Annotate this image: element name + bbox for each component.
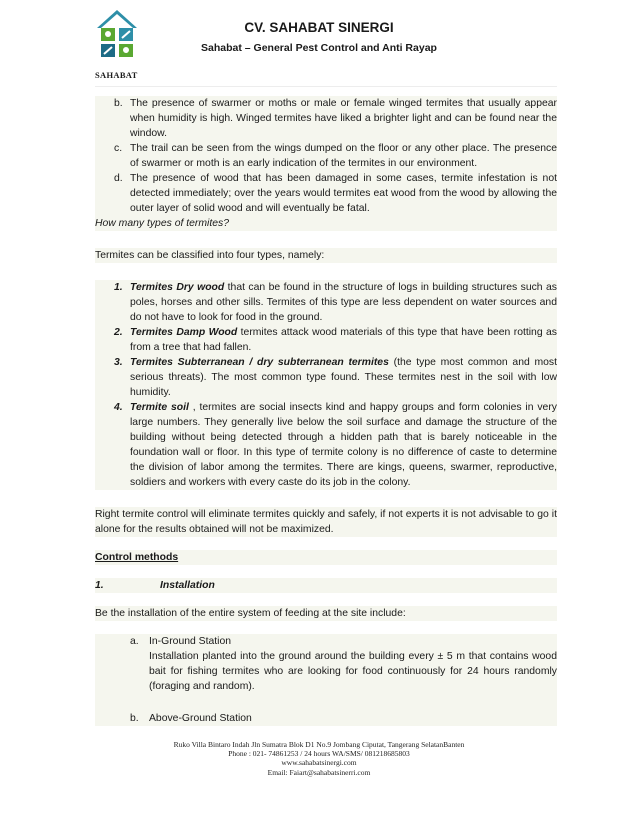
list-item: 2. Termites Damp Wood termites attack wood materials of this type that have been rotting as from a tree that had fallen. bbox=[114, 327, 557, 353]
header-divider bbox=[95, 86, 557, 87]
types-intro: Termites can be classified into four types, namely: bbox=[95, 248, 557, 263]
control-methods-heading: Control methods bbox=[95, 552, 179, 563]
company-tag: SAHABAT bbox=[95, 70, 138, 80]
list-item: c. The trail can be seen from the wings dumped on the floor or any other place. The presence of swarmer or moth is an early indication of the termites in our environment. bbox=[114, 143, 557, 169]
company-title: CV. SAHABAT SINERGI bbox=[244, 20, 394, 35]
installation-heading: 1. Installation bbox=[95, 578, 557, 593]
footer bbox=[0, 740, 638, 777]
footer-address: Ruko Villa Bintaro Indah Jln Sumatra Blok D1 No.9 Jombang Ciputat, Tangerang SelatanBanten bbox=[173, 740, 465, 749]
installation-intro: Be the installation of the entire system of feeding at the site include: bbox=[95, 606, 557, 621]
company-subtitle: Sahabat – General Pest Control and Anti Rayap bbox=[201, 42, 437, 54]
footer-email: Email: Faiart@sahabatsinerri.com bbox=[267, 767, 371, 777]
list-item: 1. Termites Dry wood that can be found in the structure of logs in building structures such as poles, horses and other sills. Termites of this type are less dependent on water sources and do not have to look for food in the ground. bbox=[114, 282, 557, 323]
list-item: d. The presence of wood that has been damaged in some cases, termite infestation is not detected immediately; over the years would termites eat wood from the wood by allowing the outer layer of solid wood and will eventually be fatal. bbox=[114, 173, 557, 214]
termite-types-list bbox=[95, 280, 557, 490]
station-list bbox=[95, 634, 557, 726]
control-paragraph: Right termite control will eliminate termites quickly and safely, if not experts it is not advisable to go it alone for the results obtained will not be maximized. bbox=[95, 509, 557, 535]
list-item: b. The presence of swarmer or moths or male or female winged termites that usually appear when humidity is high. Winged termites have liked a brighter light and can be found near the window. bbox=[114, 98, 557, 139]
list-item: a. In-Ground Station bbox=[130, 636, 232, 647]
footer-web: www.sahabatsinergi.com bbox=[281, 758, 357, 768]
list-item: 3. Termites Subterranean / dry subterranean termites (the type most common and most serious threats). The most common type found. These termites nest in the soil with low humidity. bbox=[114, 357, 558, 398]
document-body bbox=[95, 96, 557, 726]
types-question: How many types of termites? bbox=[95, 216, 557, 231]
intro-list bbox=[95, 96, 557, 216]
list-item: b. Above-Ground Station bbox=[130, 713, 252, 724]
station-description: Installation planted into the ground around the building every ± 5 m that contains wood bait for fishing termites who are looking for food continuously for 24 hours randomly (foraging and random). bbox=[149, 651, 557, 692]
list-item: 4. Termite soil , termites are social insects kind and happy groups and form colonies in very large numbers. They generally live below the soil surface and damage the structure of the building without being detected through a hidden path that is barely noticeable in the foundation wall or floor. In this type of termite colony is no difference of caste to determine the division of labor among the termites. There are kings, queens, swarmer, reproductive, soldiers and workers with every caste do its job in the colony. bbox=[114, 402, 557, 488]
footer-phone: Phone : 021- 74861253 / 24 hours WA/SMS/ 081218685803 bbox=[228, 749, 410, 759]
